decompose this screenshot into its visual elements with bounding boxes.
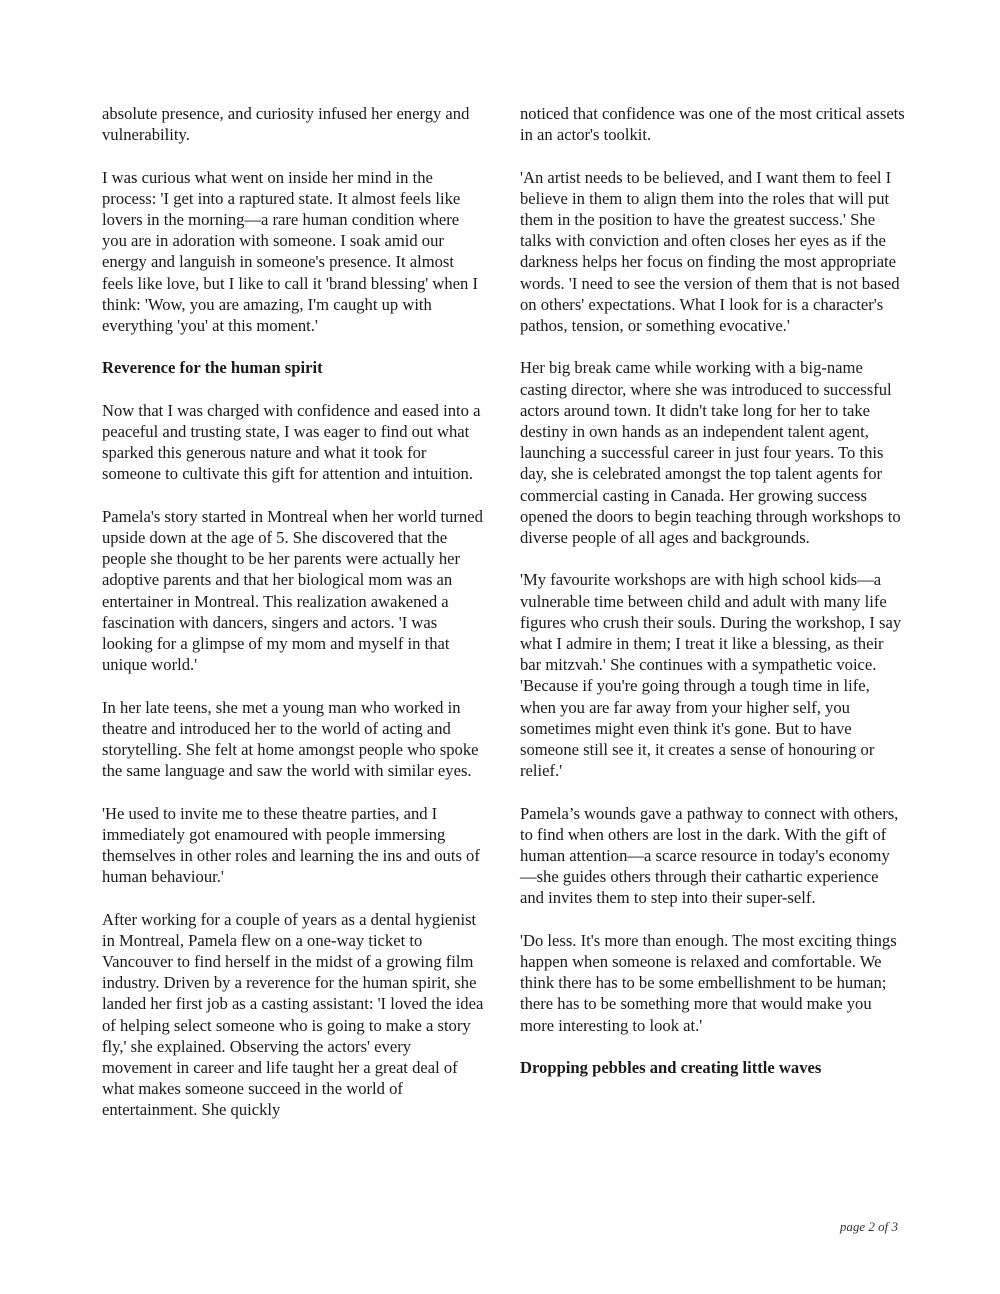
paragraph: 'My favourite workshops are with high school kids—a vulnerable time between child and adult with many life figures who crush their souls. During the workshop, I say what I admire in them; I treat it like a blessing, as their bar mitzvah.' She continues with a sympathetic voice. 'Because if you're going through a tough time in life, when you are far away from your higher self, you sometimes might even think it's gone. But to have someone still see it, it creates a sense of honouring or relief.': [520, 570, 902, 781]
paragraph: Her big break came while working with a big-name casting director, where she was introduced to successful actors around town. It didn't take long for her to take destiny in own hands as an independent talent agent, launching a successful career in just four years. To this day, she is celebrated amongst the top talent agents for commercial casting in Canada. Her growing success opened the doors to begin teaching through workshops to diverse people of all ages and backgrounds.: [520, 358, 901, 548]
left-column: [102, 103, 485, 1142]
paragraph: 'He used to invite me to these theatre parties, and I immediately got enamoured with people immersing themselves in other roles and learning the ins and outs of human behaviour.': [102, 803, 480, 887]
page-number: page 2 of 3: [839, 1219, 898, 1234]
paragraph: After working for a couple of years as a dental hygienist in Montreal, Pamela flew on a one-way ticket to Vancouver to find herself in the midst of a growing film industry. Driven by a reverence for the human spirit, she landed her first job as a casting assistant: 'I loved the idea of helping select someone who is going to make a story fly,' she explained. Observing the actors' every movement in career and life taught her a great deal of what makes someone succeed in the world of entertainment. She quickly: [102, 909, 484, 1120]
paragraph: I was curious what went on inside her mind in the process: 'I get into a raptured state. It almost feels like lovers in the morning—a rare human condition where you are in adoration with someone. I soak amid our energy and languish in someone's presence. It almost feels like love, but I like to call it 'brand blessing' when I think: 'Wow, you are amazing, I'm caught up with everything 'you' at this moment.': [102, 167, 479, 336]
paragraph: 'An artist needs to be believed, and I want them to feel I believe in them to align them into the roles that will put them in the position to have the greatest success.' She talks with conviction and often closes her eyes as if the darkness helps her focus on finding the most appropriate words. 'I need to see the version of them that is not based on others' expectations. What I look for is a character's pathos, tension, or something evocative.': [520, 167, 900, 336]
paragraph: In her late teens, she met a young man who worked in theatre and introduced her to the world of acting and storytelling. She felt at home amongst people who spoke the same language and saw the world with similar eyes.: [102, 697, 479, 781]
section-heading: Reverence for the human spirit: [102, 358, 323, 378]
paragraph: 'Do less. It's more than enough. The most exciting things happen when someone is relaxed and comfortable. We think there has to be some embellishment to be human; there has to be something more that would make you more interesting to look at.': [520, 930, 897, 1035]
right-column: [520, 103, 905, 1099]
paragraph: absolute presence, and curiosity infused her energy and vulnerability.: [102, 104, 470, 145]
paragraph: Pamela’s wounds gave a pathway to connect with others, to find when others are lost in the dark. With the gift of human attention—a scarce resource in today's economy—she guides others through their cathartic experience and invites them to step into their super-self.: [520, 803, 899, 908]
section-heading: Dropping pebbles and creating little waves: [520, 1058, 822, 1078]
paragraph: Pamela's story started in Montreal when her world turned upside down at the age of 5. She discovered that the people she thought to be her parents were actually her adoptive parents and that her biological mom was an entertainer in Montreal. This realization awakened a fascination with dancers, singers and actors. 'I was looking for a glimpse of my mom and myself in that unique world.': [102, 506, 483, 675]
paragraph: noticed that confidence was one of the most critical assets in an actor's toolkit.: [520, 104, 905, 145]
paragraph: Now that I was charged with confidence and eased into a peaceful and trusting state, I was eager to find out what sparked this generous nature and what it took for someone to cultivate this gift for attention and intuition.: [102, 400, 481, 484]
